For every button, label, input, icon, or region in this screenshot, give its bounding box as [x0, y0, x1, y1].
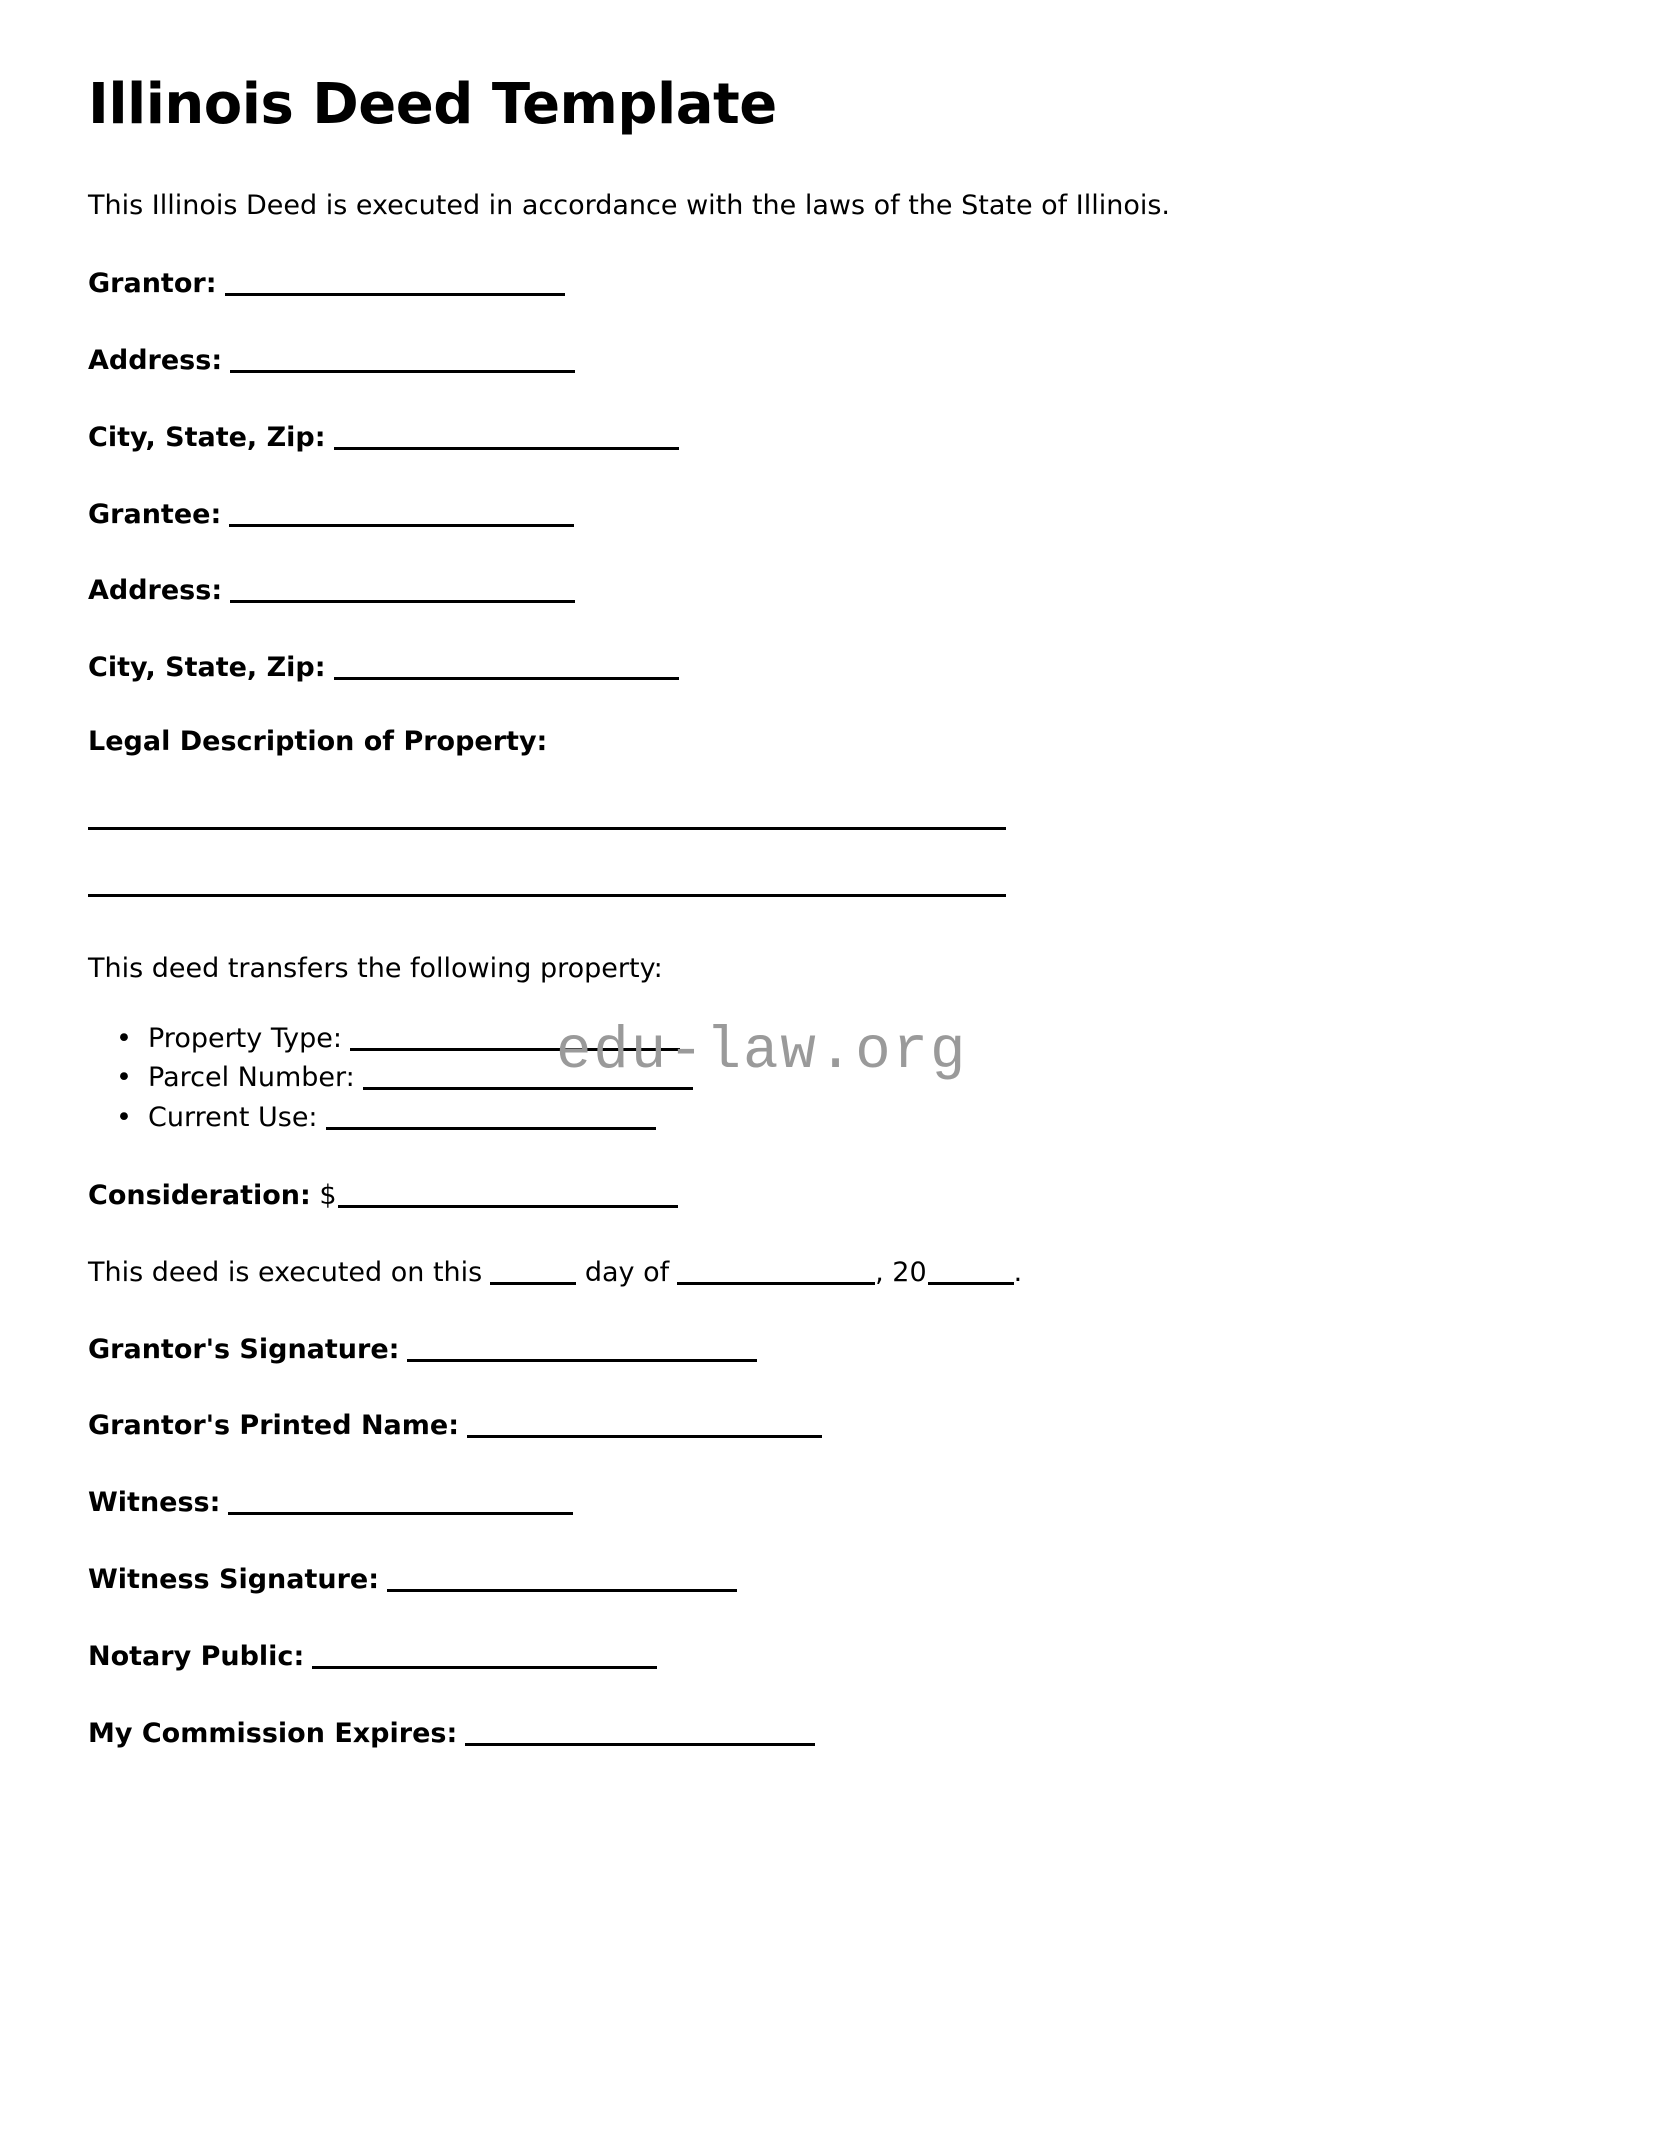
field-grantor-signature-blank[interactable] [407, 1359, 757, 1362]
list-item [88, 1099, 1568, 1137]
intro-paragraph: This Illinois Deed is executed in accordance with the laws of the State of Illinois. [88, 190, 1171, 222]
current-use-label: Current Use: [148, 1101, 318, 1133]
field-notary-public-blank[interactable] [312, 1666, 657, 1669]
bullet-icon: • [116, 1101, 132, 1133]
field-grantor [88, 265, 1568, 303]
transfer-intro-paragraph: This deed transfers the following property: [88, 953, 663, 984]
field-grantor-printed-name [88, 1407, 1568, 1445]
field-consideration [88, 1177, 1568, 1215]
field-witness-signature-blank[interactable] [387, 1589, 737, 1592]
parcel-number-blank[interactable] [363, 1087, 693, 1090]
field-witness-blank[interactable] [228, 1512, 573, 1515]
field-notary-public [88, 1638, 1568, 1676]
bullet-icon: • [116, 1023, 132, 1054]
field-grantor-signature [88, 1331, 1568, 1369]
legal-description-line-1[interactable] [88, 827, 1006, 830]
field-grantee-address-label: Address: [88, 575, 223, 607]
property-type-blank[interactable] [350, 1048, 680, 1051]
field-grantee-city-state-zip-blank[interactable] [334, 677, 679, 680]
field-grantor-printed-name-blank[interactable] [467, 1435, 822, 1438]
field-commission-expires-blank[interactable] [465, 1743, 815, 1746]
field-grantee-address [88, 572, 1568, 610]
execution-month-blank[interactable] [677, 1282, 875, 1285]
field-commission-expires-label: My Commission Expires: [88, 1717, 458, 1749]
field-witness-signature-label: Witness Signature: [88, 1563, 380, 1595]
property-type-label: Property Type: [148, 1023, 342, 1054]
execution-year-blank[interactable] [928, 1282, 1014, 1285]
bullet-icon: • [116, 1062, 132, 1094]
field-grantor-city-state-zip-label: City, State, Zip: [88, 421, 326, 453]
field-grantee-blank[interactable] [229, 524, 574, 527]
execution-date-sentence [88, 1254, 1568, 1292]
field-grantee-label: Grantee: [88, 498, 222, 530]
execution-sentence-part-3: , 20 [875, 1256, 927, 1288]
field-grantor-label: Grantor: [88, 268, 217, 300]
field-grantor-address-label: Address: [88, 345, 223, 377]
field-grantee-address-blank[interactable] [230, 600, 575, 603]
execution-sentence-part-2: day of [584, 1256, 670, 1288]
site-watermark: edu-law.org [556, 1018, 968, 1085]
field-grantor-printed-name-label: Grantor's Printed Name: [88, 1410, 460, 1442]
document-content [88, 72, 1568, 1791]
field-notary-public-label: Notary Public: [88, 1640, 305, 1672]
field-grantee-city-state-zip-label: City, State, Zip: [88, 652, 326, 684]
legal-description-line-2[interactable] [88, 894, 1006, 897]
execution-day-blank[interactable] [490, 1282, 576, 1285]
list-item [88, 1020, 1568, 1058]
execution-sentence-part-4: . [1013, 1256, 1023, 1288]
field-consideration-blank[interactable] [338, 1205, 678, 1208]
field-grantor-city-state-zip-blank[interactable] [334, 447, 679, 450]
current-use-blank[interactable] [326, 1127, 656, 1130]
field-witness [88, 1484, 1568, 1522]
field-witness-label: Witness: [88, 1487, 221, 1519]
property-details-list [88, 1020, 1568, 1137]
field-grantee [88, 496, 1568, 534]
field-witness-signature [88, 1561, 1568, 1599]
execution-sentence-part-1: This deed is executed on this [88, 1256, 483, 1288]
list-item [88, 1059, 1568, 1097]
field-grantor-signature-label: Grantor's Signature: [88, 1333, 400, 1365]
legal-description-heading: Legal Description of Property: [88, 726, 548, 757]
field-grantee-city-state-zip [88, 649, 1568, 687]
field-grantor-city-state-zip [88, 419, 1568, 457]
field-commission-expires [88, 1715, 1568, 1753]
parcel-number-label: Parcel Number: [148, 1062, 355, 1094]
field-grantor-blank[interactable] [225, 293, 565, 296]
field-grantor-address [88, 342, 1568, 380]
page-title: Illinois Deed Template [88, 72, 777, 137]
field-consideration-label: Consideration: [88, 1179, 311, 1211]
currency-symbol: $ [319, 1179, 337, 1211]
field-grantor-address-blank[interactable] [230, 370, 575, 373]
